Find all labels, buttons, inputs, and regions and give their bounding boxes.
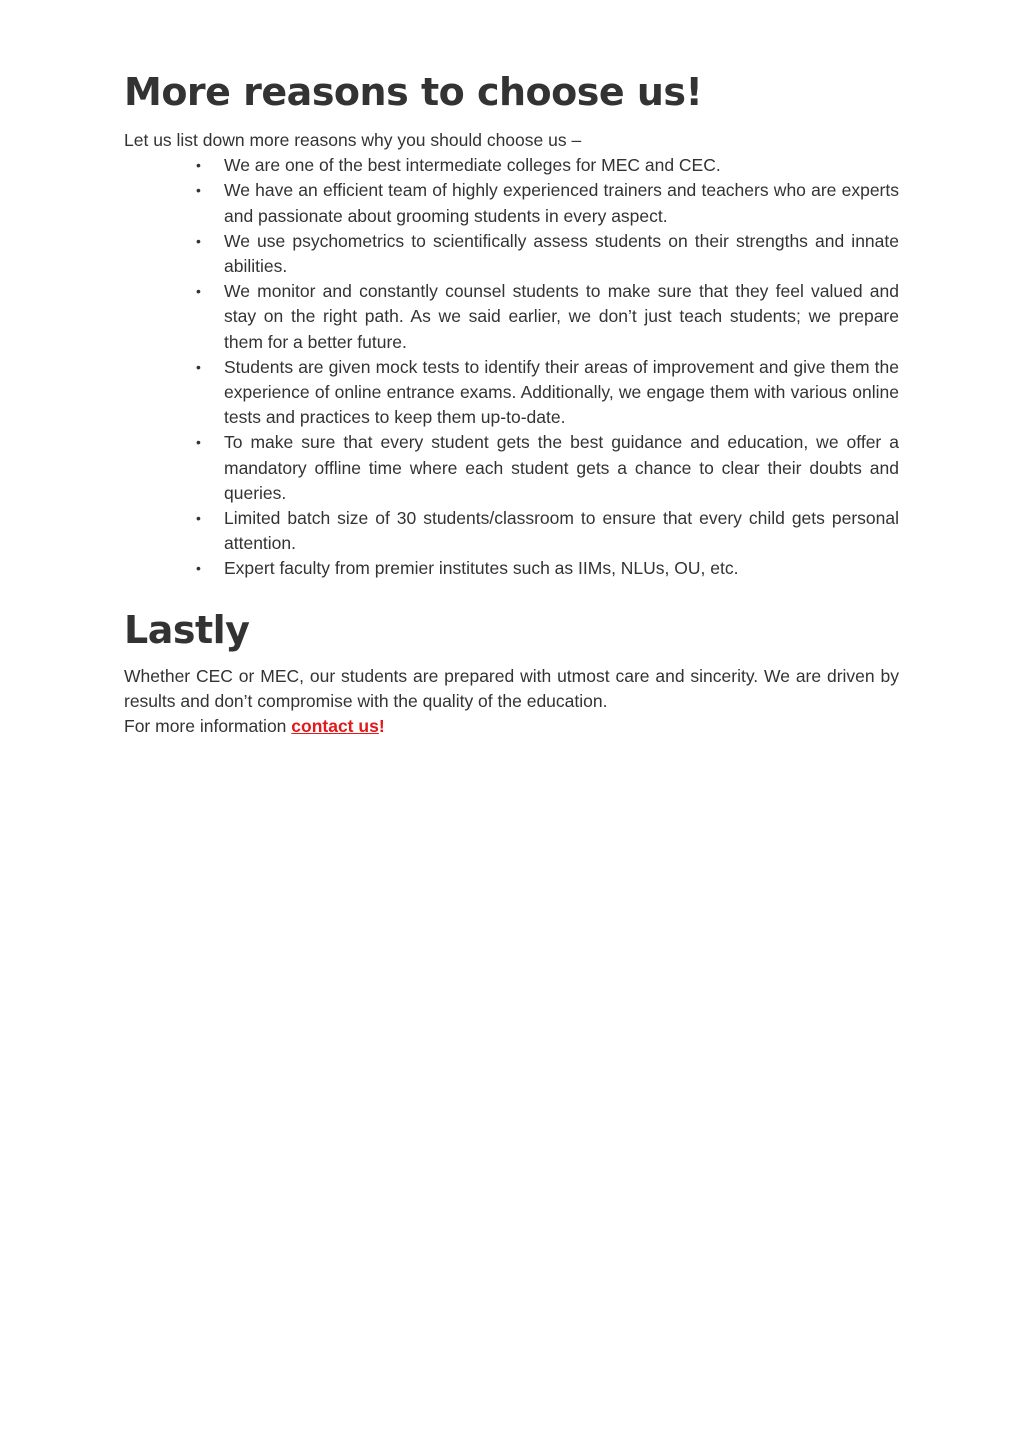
list-item-text: We monitor and constantly counsel students to make sure that they feel valued and stay on the right path. As we said earlier, we don’t just teach students; we prepare them for a better future. [224,281,899,352]
contact-us-link[interactable]: contact us [291,716,379,737]
bullet-icon: • [196,358,201,375]
list-item [196,556,899,581]
heading-more-reasons: More reasons to choose us! [124,70,703,114]
bullet-icon: • [196,283,201,300]
bullet-icon: • [196,510,201,527]
bullet-icon: • [196,560,201,577]
more-info-line [124,714,899,739]
list-item [196,178,899,228]
more-info-prefix: For more information [124,716,292,737]
list-item [196,430,899,506]
list-item-text: We have an efficient team of highly experienced trainers and teachers who are experts and passionate about grooming students in every aspect. [224,180,899,226]
document-page [124,66,899,739]
list-item-text: To make sure that every student gets the best guidance and education, we offer a mandatory offline time where each student gets a chance to clear their doubts and queries. [224,432,899,503]
list-item [196,153,899,178]
bullet-icon: • [196,434,201,451]
list-item [196,506,899,556]
list-item [196,229,899,279]
heading-lastly: Lastly [124,607,250,652]
bullet-icon: • [196,157,201,174]
list-item-text: We are one of the best intermediate colleges for MEC and CEC. [224,155,721,176]
list-item-text: Expert faculty from premier institutes such as IIMs, NLUs, OU, etc. [224,558,739,579]
reasons-list [124,153,899,581]
bullet-icon: • [196,232,201,249]
list-item-text: We use psychometrics to scientifically assess students on their strengths and innate abilities. [224,230,899,277]
list-item [196,279,899,355]
list-item-text: Limited batch size of 30 students/classroom to ensure that every child gets personal attention. [224,508,899,554]
list-item-text: Students are given mock tests to identify their areas of improvement and give them the experience of online entrance exams. Additionally, we engage them with various online tests and practices to keep them up-to-date. [224,356,899,428]
closing-text: Whether CEC or MEC, our students are prepared with utmost care and sincerity. We are driven by results and don’t compromise with the quality of the education. [124,665,899,711]
bullet-icon: • [196,182,201,199]
more-info-suffix: ! [378,716,385,737]
list-item [196,355,899,431]
intro-text: Let us list down more reasons why you should choose us – [124,130,582,150]
